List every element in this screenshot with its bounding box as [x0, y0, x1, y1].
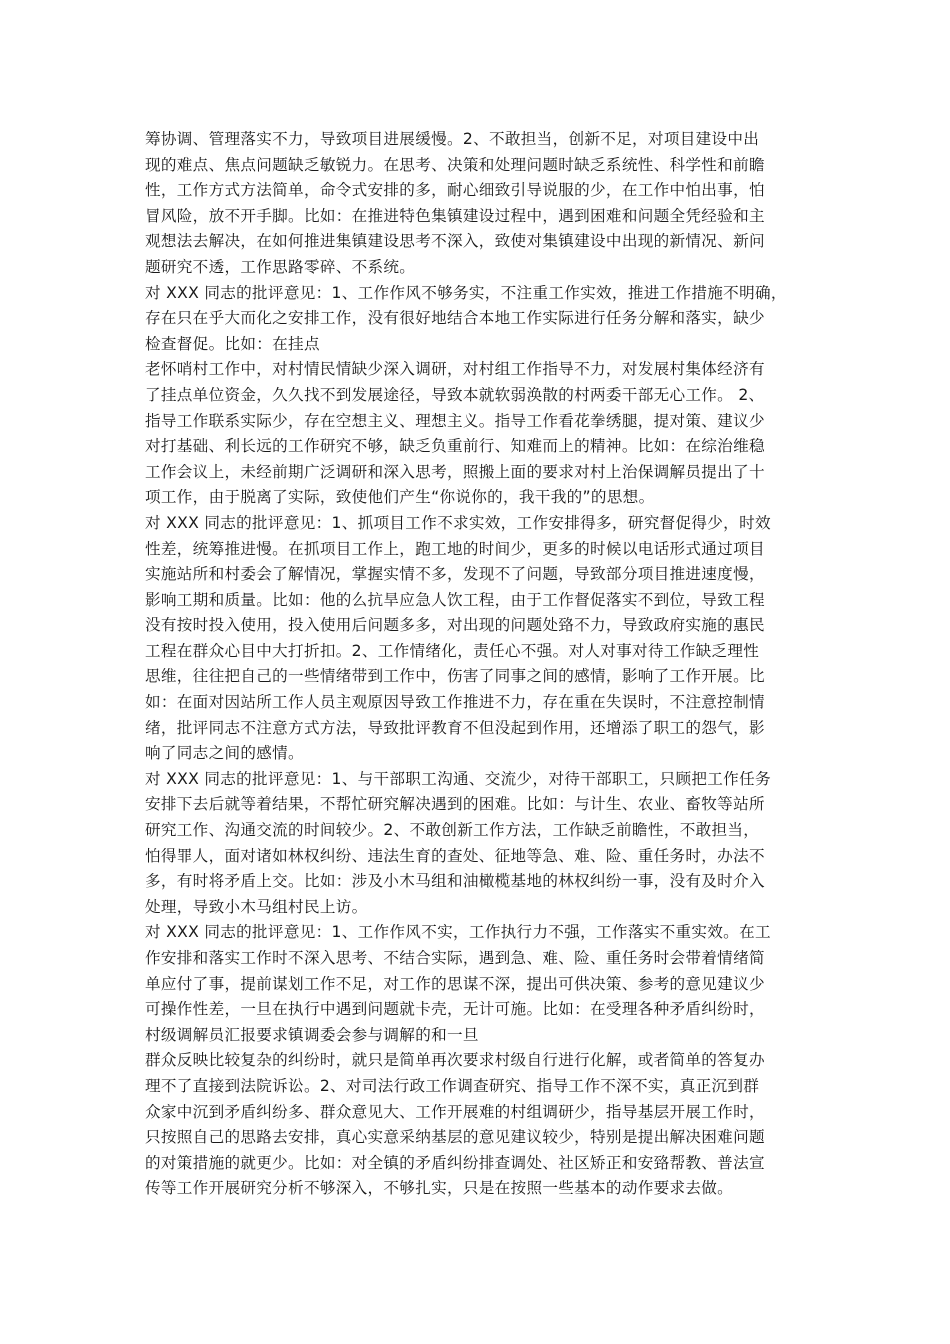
text-line: 工程在群众心目中大打折扣。2、工作情绪化，责任心不强。对人对事对待工作缺乏理性: [145, 641, 760, 660]
text-line: 处理，导致小木马组村民上访。: [145, 897, 368, 916]
text-line: 如：在面对因站所工作人员主观原因导致工作推进不力，存在重在失误时，不注意控制情: [145, 693, 765, 712]
text-line: 的对策措施的就更少。比如：对全镇的矛盾纠纷排查调处、社区矫正和安臵帮教、普法宣: [145, 1153, 765, 1172]
text-line: 作安排和落实工作时不深入思考、不结合实际，遇到急、难、险、重任务时会带着情绪简: [145, 949, 765, 967]
text-line: 题研究不透，工作思路零碎、不系统。: [145, 257, 416, 276]
text-line: 多，有时将矛盾上交。比如：涉及小木马组和油橄榄基地的林权纠纷一事，没有及时介入: [145, 872, 765, 891]
text-line: 对 XXX 同志的批评意见：1、工作作风不够务实，不注重工作实效，推进工作措施不明确，: [145, 283, 787, 302]
text-line: 众家中沉到矛盾纠纷多、群众意见大、工作开展难的村组调研少，指导基层开展工作时，: [145, 1102, 765, 1121]
text-line: 了挂点单位资金，久久找不到发展途径，导致本就软弱涣散的村两委干部无心工作。 2、: [145, 385, 765, 404]
text-line: 老怀哨村工作中，对村情民情缺少深入调研，对村组工作指导不力，对发展村集体经济有: [145, 360, 765, 379]
text-line: 性，工作方式方法简单，命令式安排的多，耐心细致引导说服的少，在工作中怕出事，怕: [145, 181, 765, 200]
text-line: 工作会议上，未经前期广泛调研和深入思考，照搬上面的要求对村上治保调解员提出了十: [145, 462, 765, 481]
text-line: 绪，批评同志不注意方式方法，导致批评教育不但没起到作用，还增添了职工的怨气，影: [145, 718, 765, 737]
text-line: 对打基础、利长远的工作研究不够，缺乏负重前行、知难而上的精神。比如：在综治维稳: [145, 437, 765, 456]
text-line: 响了同志之间的感情。: [145, 744, 304, 763]
text-line: 传等工作开展研究分析不够深入，不够扎实，只是在按照一些基本的动作要求去做。: [145, 1179, 734, 1198]
text-line: 指导工作联系实际少，存在空想主义、理想主义。指导工作看花拳绣腿，提对策、建议少: [145, 411, 765, 430]
text-line: 检查督促。比如：在挂点: [145, 334, 320, 353]
text-line: 村级调解员汇报要求镇调委会参与调解的和一旦: [145, 1025, 479, 1044]
text-line: 单应付了事，提前谋划工作不足，对工作的思谋不深，提出可供决策、参考的意见建议少: [145, 974, 765, 993]
text-line: 对 XXX 同志的批评意见：1、抓项目工作不求实效，工作安排得多，研究督促得少，时效: [145, 513, 771, 532]
text-line: 安排下去后就等着结果，不帮忙研究解决遇到的困难。比如：与计生、农业、畜牧等站所: [145, 795, 765, 814]
text-line: 思维，往往把自己的一些情绪带到工作中，伤害了同事之间的感情，影响了工作开展。比: [145, 667, 765, 686]
text-line: 性差，统筹推进慢。在抓项目工作上，跑工地的时间少，更多的时候以电话形式通过项目: [145, 539, 765, 558]
text-line: 观想法去解决，在如何推进集镇建设思考不深入，致使对集镇建设中出现的新情况、新问: [145, 232, 765, 251]
text-line: 实施站所和村委会了解情况，掌握实情不多，发现不了问题，导致部分项目推进速度慢，: [145, 565, 765, 584]
text-line: 存在只在乎大而化之安排工作，没有很好地结合本地工作实际进行任务分解和落实，缺少: [145, 309, 765, 328]
text-line: 项工作，由于脱离了实际，致使他们产生“你说你的，我干我的”的思想。: [145, 488, 655, 507]
text-line: 只按照自己的思路去安排，真心实意采纳基层的意见建议较少，特别是提出解决困难问题: [145, 1128, 765, 1147]
document-body: [145, 127, 813, 1228]
text-line: 研究工作、沟通交流的时间较少。2、不敢创新工作方法，工作缺乏前瞻性，不敢担当，: [145, 821, 760, 840]
text-line: 可操作性差，一旦在执行中遇到问题就卡壳，无计可施。比如：在受理各种矛盾纠纷时，: [145, 1000, 765, 1019]
text-line: 群众反映比较复杂的纠纷时，就只是简单再次要求村级自行进行化解，或者简单的答复办: [145, 1051, 765, 1070]
text-line: 现的难点、焦点问题缺乏敏锐力。在思考、决策和处理问题时缺乏系统性、科学性和前瞻: [145, 155, 765, 174]
text-line: 没有按时投入使用，投入使用后问题多多，对出现的问题处臵不力，导致政府实施的惠民: [145, 616, 765, 635]
text-line: 筹协调、管理落实不力，导致项目进展缓慢。2、不敢担当，创新不足，对项目建设中出: [145, 130, 760, 148]
text-line: 影响工期和质量。比如：他的么抗旱应急人饮工程，由于工作督促落实不到位，导致工程: [145, 590, 765, 609]
text-line: 对 XXX 同志的批评意见：1、与干部职工沟通、交流少，对待干部职工，只顾把工作任务: [145, 769, 771, 788]
text-line: 对 XXX 同志的批评意见：1、工作作风不实，工作执行力不强，工作落实不重实效。在工: [145, 923, 771, 942]
text-line: 冒风险，放不开手脚。比如：在推进特色集镇建设过程中，遇到困难和问题全凭经验和主: [145, 206, 765, 225]
text-line: 怕得罪人，面对诸如林权纠纷、违法生育的查处、征地等急、难、险、重任务时，办法不: [145, 846, 765, 865]
text-line: 理不了直接到法院诉讼。2、对司法行政工作调查研究、指导工作不深不实，真正沉到群: [145, 1076, 760, 1095]
text-line: [145, 1202, 813, 1228]
